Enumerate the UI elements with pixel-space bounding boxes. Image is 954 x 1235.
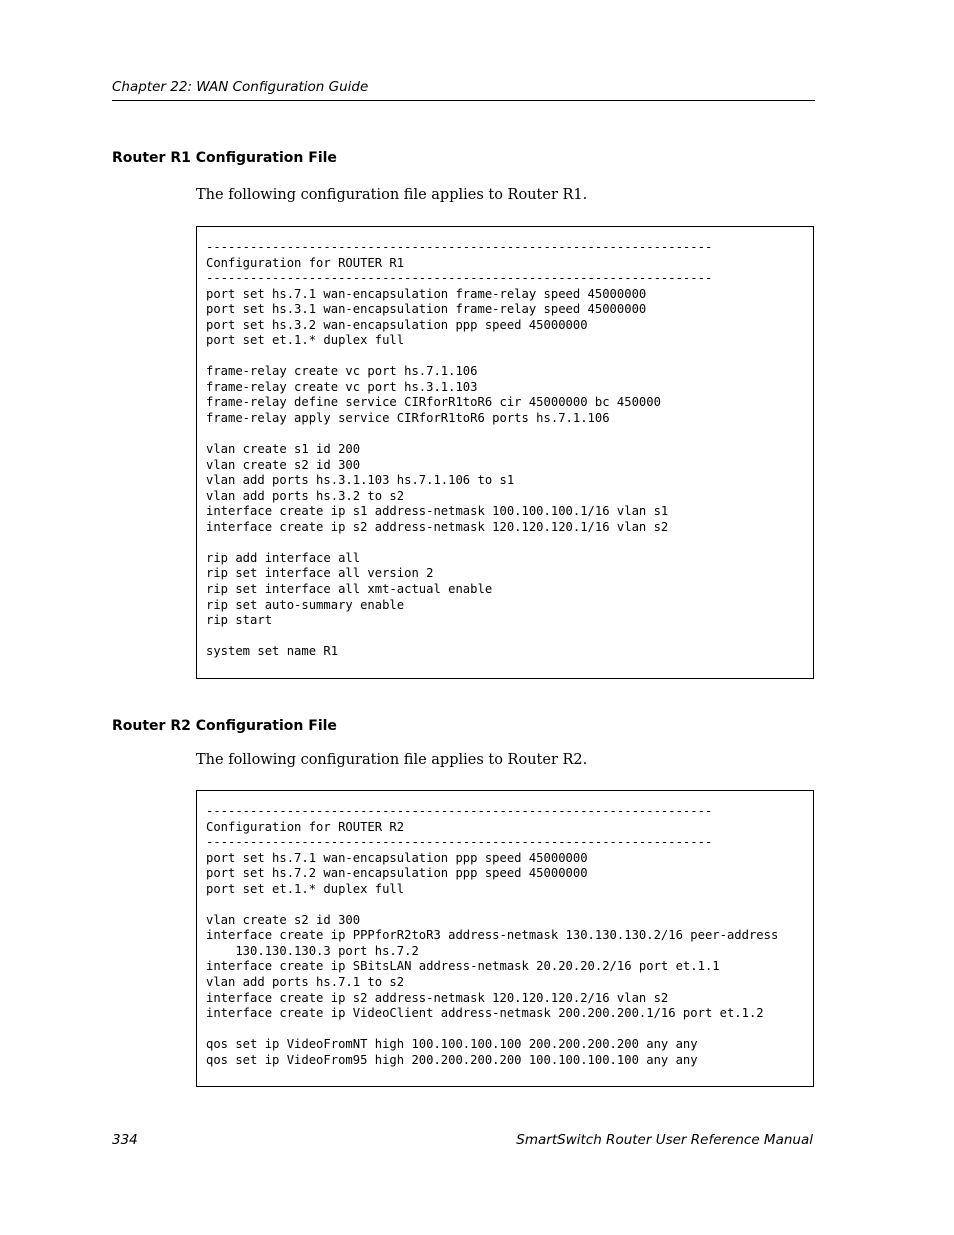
code-text-r2: --------------------------------------------------------------------- Configuration for ROUTER R2 --------------------------------------------------------------------- port set hs.7.1 wan-encapsulation ppp speed 45000000 port set hs.7.2 wan-encapsulation ppp speed 45000000 port set et.1.* duplex full vlan create s2 id 300 interface create ip PPPforR2toR3 address-netmask 130.130.130.2/16 peer-address 130.130.130.3 port hs.7.2 interface create ip SBitsLAN address-netmask 20.20.20.2/16 port et.1.1 vlan add ports hs.7.1 to s2 interface create ip s2 address-netmask 120.120.120.2/16 vlan s2 interface create ip VideoClient address-netmask 200.200.200.1/16 port et.1.2 qos set ip VideoFromNT high 100.100.100.100 200.200.200.200 any any qos set ip VideoFrom95 high 200.200.200.200 100.100.100.100 any any xyxy=(206,804,779,1067)
code-text-r1: --------------------------------------------------------------------- Configuration for ROUTER R1 --------------------------------------------------------------------- port set hs.7.1 wan-encapsulation frame-relay speed 45000000 port set hs.3.1 wan-encapsulation frame-relay speed 45000000 port set hs.3.2 wan-encapsulation ppp speed 45000000 port set et.1.* duplex full frame-relay create vc port hs.7.1.106 frame-relay create vc port hs.3.1.103 frame-relay define service CIRforR1toR6 cir 45000000 bc 450000 frame-relay apply service CIRforR1toR6 ports hs.7.1.106 vlan create s1 id 200 vlan create s2 id 300 vlan add ports hs.3.1.103 hs.7.1.106 to s1 vlan add ports hs.3.2 to s2 interface create ip s1 address-netmask 100.100.100.1/16 vlan s1 interface create ip s2 address-netmask 120.120.120.1/16 vlan s2 rip add interface all rip set interface all version 2 rip set interface all xmt-actual enable rip set auto-summary enable rip start system set name R1 xyxy=(206,240,713,659)
header-rule xyxy=(112,100,815,101)
code-block-r2 xyxy=(196,790,814,1087)
manual-title: SmartSwitch Router User Reference Manual xyxy=(516,1132,813,1148)
intro-text-r2: The following configuration file applies to Router R2. xyxy=(196,752,588,768)
running-header: Chapter 22: WAN Configuration Guide xyxy=(112,79,369,95)
page-number: 334 xyxy=(112,1132,138,1148)
section-heading-r2: Router R2 Configuration File xyxy=(112,718,337,734)
section-heading-r1: Router R1 Configuration File xyxy=(112,150,337,166)
intro-text-r1: The following configuration file applies to Router R1. xyxy=(196,187,588,203)
code-block-r1 xyxy=(196,226,814,679)
